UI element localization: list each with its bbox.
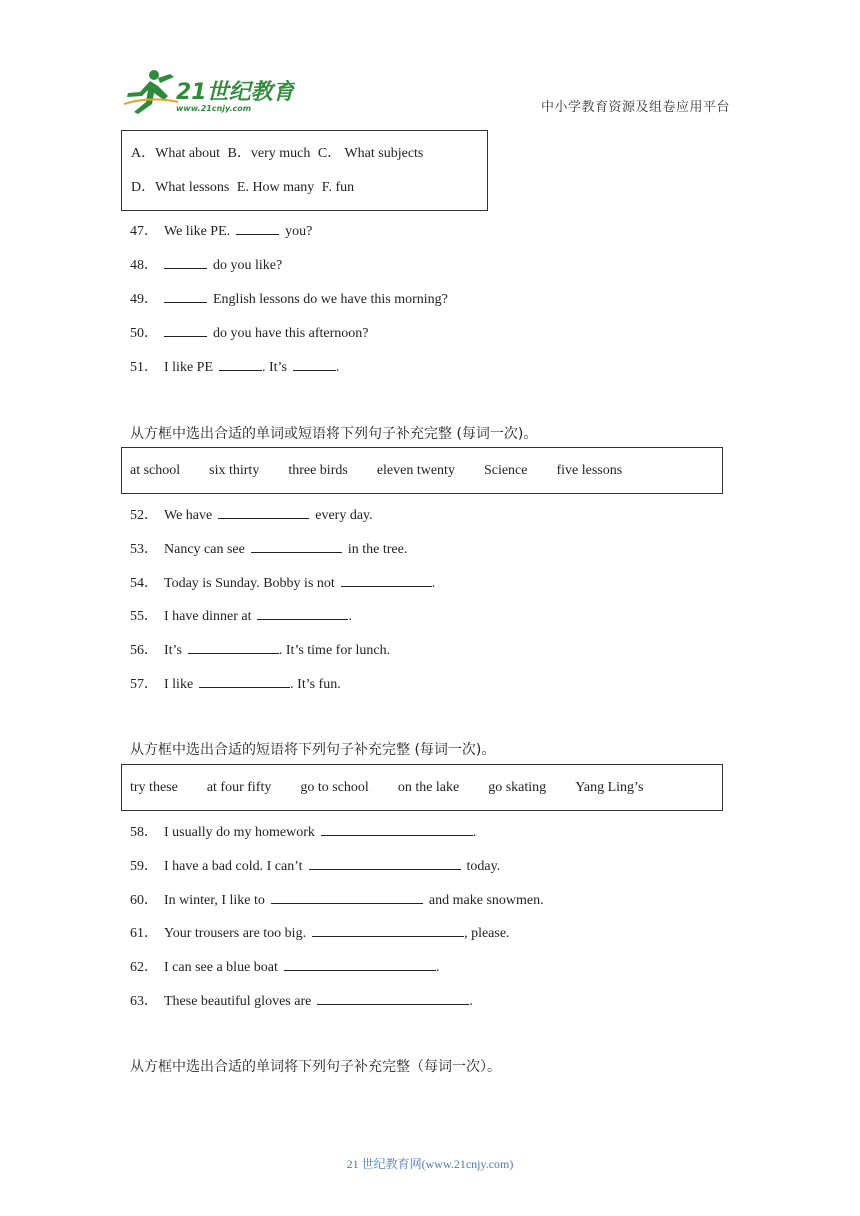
answer-blank[interactable] [317, 991, 469, 1005]
word-option: try these [130, 779, 178, 795]
instruction-3: 从方框中选出合适的短语将下列句子补充完整 (每词一次)。 [130, 742, 496, 758]
question-62: 62． I can see a blue boat . [130, 956, 439, 976]
word-option: five lessons [556, 462, 623, 478]
question-61: 61． Your trousers are too big. , please. [130, 922, 510, 942]
instruction-4: 从方框中选出合适的单词将下列句子补充完整（每词一次）。 [130, 1059, 501, 1075]
question-47: 47． We like PE. you? [130, 220, 312, 240]
answer-blank[interactable] [341, 573, 432, 587]
word-option: six thirty [209, 462, 260, 478]
answer-blank[interactable] [164, 323, 207, 337]
word-option: eleven twenty [376, 462, 455, 478]
question-60: 60． In winter, I like to and make snowmen. [130, 889, 544, 909]
options-row-1 [131, 137, 487, 171]
answer-blank[interactable] [188, 640, 279, 654]
answer-blank[interactable] [271, 890, 423, 904]
svg-text:21世纪教育: 21世纪教育 [176, 80, 295, 105]
answer-blank[interactable] [309, 856, 461, 870]
option-e: E. How many [236, 180, 315, 195]
instruction-2: 从方框中选出合适的单词或短语将下列句子补充完整 (每词一次)。 [130, 426, 538, 442]
word-option: Yang Ling’s [575, 779, 644, 795]
question-48: 48． do you like? [130, 254, 282, 274]
runner-logo-icon [120, 66, 295, 116]
option-f: F. fun [321, 180, 355, 195]
question-57: 57． I like . It’s fun. [130, 673, 341, 693]
answer-blank[interactable] [257, 606, 348, 620]
word-option: at four fifty [206, 779, 272, 795]
platform-title: 中小学教育资源及组卷应用平台 [540, 100, 730, 115]
answer-blank[interactable] [284, 957, 436, 971]
word-option: go to school [300, 779, 369, 795]
word-option: three birds [288, 462, 348, 478]
question-50: 50． do you have this afternoon? [130, 322, 369, 342]
answer-blank[interactable] [199, 674, 290, 688]
option-c: C． What subjects [317, 146, 424, 161]
word-option: Science [483, 462, 528, 478]
question-49: 49． English lessons do we have this morning? [130, 288, 448, 308]
answer-blank[interactable] [236, 221, 279, 235]
question-51: 51． I like PE . It’s . [130, 356, 339, 376]
options-box-1 [121, 130, 488, 211]
answer-blank[interactable] [164, 255, 207, 269]
answer-blank[interactable] [312, 923, 464, 937]
answer-blank[interactable] [321, 822, 473, 836]
question-53: 53． Nancy can see in the tree. [130, 538, 407, 558]
word-option: go skating [488, 779, 547, 795]
footer-link[interactable]: 21 世纪教育网(www.21cnjy.com) [346, 1157, 514, 1171]
answer-blank[interactable] [293, 357, 336, 371]
answer-blank[interactable] [219, 357, 262, 371]
svg-text:www.21cnjy.com: www.21cnjy.com [176, 104, 252, 113]
answer-blank[interactable] [218, 505, 309, 519]
option-b: B．very much [227, 146, 311, 161]
word-box-3 [121, 764, 723, 811]
answer-blank[interactable] [164, 289, 207, 303]
answer-blank[interactable] [251, 539, 342, 553]
option-a: A．What about [131, 146, 221, 161]
question-55: 55． I have dinner at . [130, 605, 352, 625]
word-option: on the lake [397, 779, 460, 795]
options-row-2 [131, 171, 487, 205]
word-box-2 [121, 447, 723, 494]
site-logo [120, 66, 295, 116]
question-58: 58． I usually do my homework . [130, 821, 476, 841]
question-52: 52． We have every day. [130, 504, 373, 524]
question-59: 59． I have a bad cold. I can’t today. [130, 855, 500, 875]
word-option: at school [130, 462, 181, 478]
question-54: 54． Today is Sunday. Bobby is not . [130, 572, 435, 592]
question-63: 63． These beautiful gloves are . [130, 990, 473, 1010]
question-56: 56． It’s . It’s time for lunch. [130, 639, 390, 659]
option-d: D．What lessons [131, 180, 230, 195]
